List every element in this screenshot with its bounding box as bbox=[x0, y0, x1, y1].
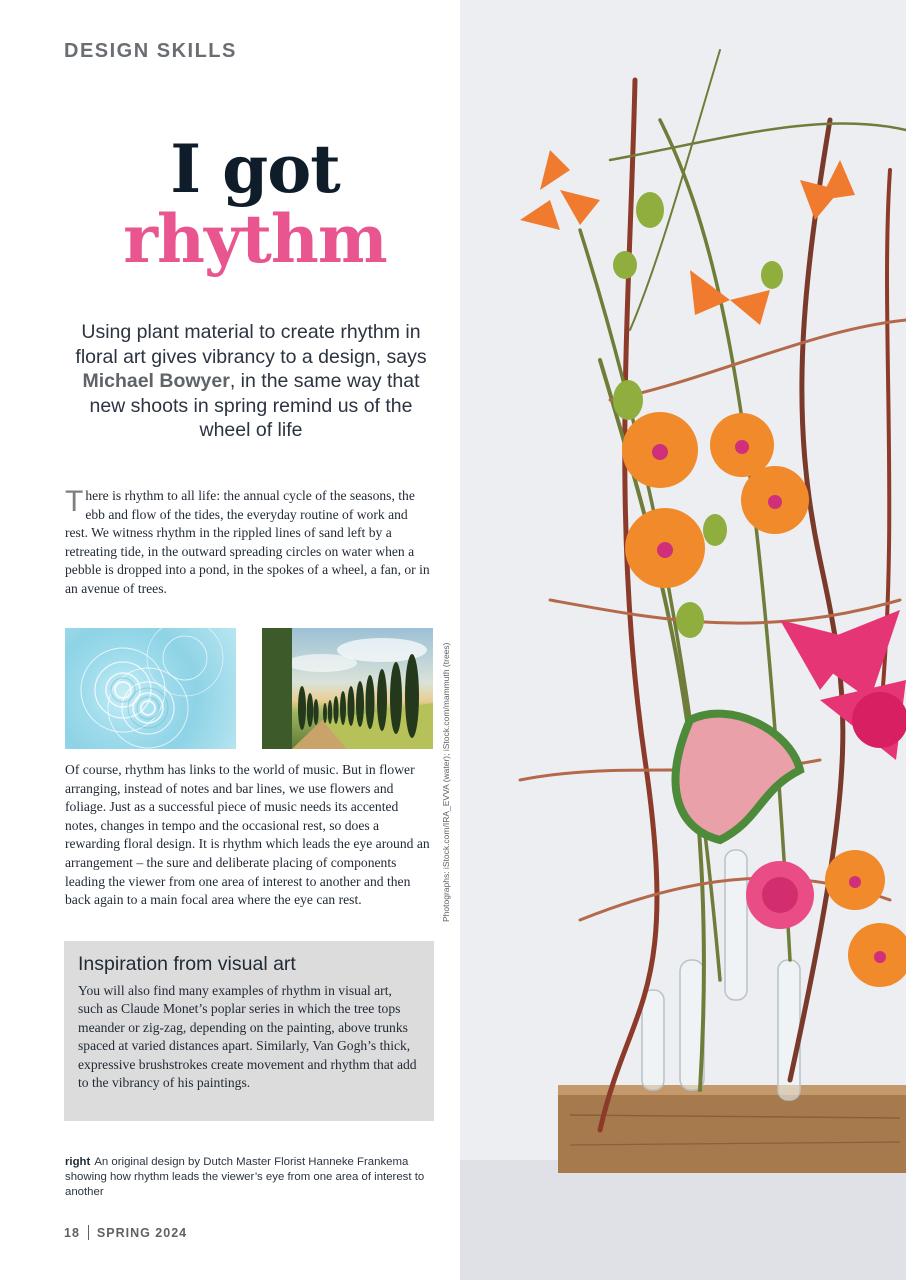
sidebar-box bbox=[64, 941, 434, 1121]
sidebar-box-title: Inspiration from visual art bbox=[78, 953, 296, 975]
folio-separator bbox=[88, 1225, 89, 1240]
body-paragraph-2: Of course, rhythm has links to the world of music. But in flower arranging, instead of notes and bar lines, we use flowers and foliage. Just as a successful piece of music needs its accented notes, changes in tempo and the occasional rest, so does a rewarding floral design. It is rhythm which leads the eye around an arrangement – the sure and deliberate placing of components leading the viewer from one area of interest to another and then back again to a main focal area where the eye can rest. bbox=[65, 762, 430, 908]
standfirst-after: , in the same way that new shoots in spring remind us of the wheel of life bbox=[89, 370, 420, 441]
folio bbox=[64, 1225, 187, 1240]
avenue-of-trees-photo bbox=[262, 628, 433, 749]
section-label: DESIGN SKILLS bbox=[64, 40, 237, 62]
body-paragraph-1-text: here is rhythm to all life: the annual cycle of the seasons, the ebb and flow of the tides, the everyday routine of work and rest. We witness rhythm in the rippled lines of sand left by a retreating tide, in the outward spreading circles on water when a pebble is dropped into a pond, in the spokes of a wheel, a fan, or in an avenue of trees. bbox=[65, 488, 430, 596]
avenue-of-trees-illustration bbox=[262, 628, 433, 749]
standfirst bbox=[62, 320, 440, 443]
body-paragraph-1 bbox=[65, 487, 433, 599]
issue-label: SPRING 2024 bbox=[96, 1225, 188, 1240]
sidebar-box-text: You will also find many examples of rhythm in visual art, such as Claude Monet’s poplar series in which the tree tops meander or zig-zag, depending on the painting, above trunks spaced at varied distances apart. Similarly, Van Gogh’s thick, expressive brushstrokes create movement and rhythm that add to the vibrancy of his paintings. bbox=[78, 983, 417, 1091]
water-ripples-photo bbox=[65, 628, 236, 749]
photo-caption bbox=[65, 1155, 435, 1200]
water-ripples-illustration bbox=[65, 628, 236, 749]
floral-design-illustration bbox=[460, 0, 906, 1280]
caption-text: An original design by Dutch Master Florist Hanneke Frankema showing how rhythm leads the viewer’s eye from one area of interest to another bbox=[65, 1156, 425, 1198]
title-line-1: I got bbox=[170, 130, 340, 208]
title-line-2: rhythm bbox=[123, 200, 387, 278]
caption-tag: right bbox=[65, 1156, 91, 1168]
floral-design-photo bbox=[460, 0, 906, 1280]
page-number: 18 bbox=[64, 1225, 80, 1240]
standfirst-before: Using plant material to create rhythm in floral art gives vibrancy to a design, says bbox=[75, 321, 427, 368]
author-name: Michael Bowyer bbox=[82, 370, 230, 392]
drop-cap: T bbox=[65, 485, 84, 518]
photo-credit-small: Photographs: iStock.com/IRA_EVVA (water); iStock.com/mammuth (trees) bbox=[441, 642, 451, 922]
